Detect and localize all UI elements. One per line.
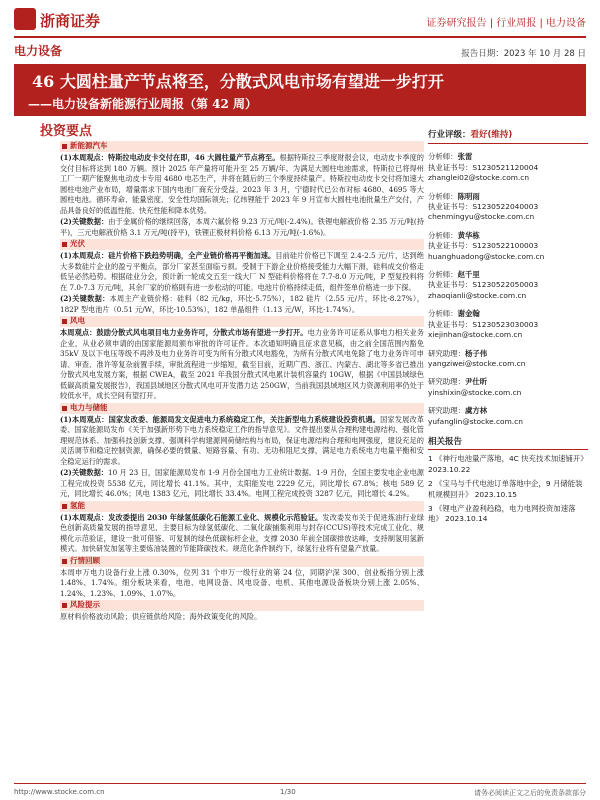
analyst-email[interactable]: huanghuadong@stocke.com.cn (428, 251, 545, 261)
header-divider (14, 36, 586, 38)
sidebar (428, 130, 588, 525)
paragraph: 本周申万电力设备行业上涨 0.30%，位列 31 个申万一级行业的第 24 位，同期沪深 300、创业板指分别上涨 1.48%、1.74%。细分板块来看，电池、电网设备、风电设备、电机、其他电源设备板块分别上涨 2.05%、1.24%、1.23%、1.09%、1.07%。 (60, 567, 424, 598)
assistant-card: 研究助理：虞方林 yufanglin@stocke.com.cn (428, 406, 588, 427)
analyst-card: 分析师：黄华栋 执业证书号：S1230522100003 huanghuadong@stocke.com.cn (428, 231, 588, 262)
analyst-email[interactable]: zhaoqianli@stocke.com.cn (428, 290, 527, 300)
analyst-card: 分析师：陈明雨 执业证书号：S1230522040003 chenmingyu@stocke.com.cn (428, 192, 588, 223)
analyst-email[interactable]: yinshixin@stocke.com.cn (428, 387, 522, 397)
section-wind (60, 316, 424, 402)
paragraph: (1)本周观点：发改委提出 2030 年绿氢低碳化石能源工业化、规模化示范验证。发改委发布关于促进炼油行业绿色创新高质量发展的指导意见，主要目标为绿氢低碳化、二氧化碳捕集利用与封存(CCUS)等技术完成工业化、规模化示范验证，建设一批可借鉴、可复制的绿色低碳标杆企业，支撑 2030 年前全国碳排放达峰，支持制氢用氢新模式。加快研发加氢等主要炼油装置的节能降碳技术。规范化条件制约下，绿氢行业将有望量产放量。 (60, 512, 424, 553)
section-heading: 电力与储能 (60, 403, 424, 414)
industry-rating (428, 130, 588, 144)
paragraph: (1)本周观点：特斯拉电动皮卡交付在即，46 大圆柱量产节点将至。根据特斯拉三季度财报会议，电动皮卡季度的交付目标将达到 180 万辆。预计 2025 年产量将可能升至 25 万辆/年。为满足大圆柱电池需求，特斯拉已将得州工厂一期产能聚焦电动皮卡专用 4680 电芯生产，并将在随后的三个季度持续量产。特斯拉电动皮卡交付将加速大圆柱电池产业布局，增量需求下国内电池厂商充分受益。2023 年 3 月，宁德时代已公布对标 4680、4695 等大圆柱电池。循环寿命、能量密度、安全性均国际领先；亿纬锂能于 2023 年 9 月宣布大圆柱电池批量生产交付，产品具备良好的低温性能、快充性能和降本优势。 (60, 153, 424, 215)
rating-label: 行业评级： (428, 130, 471, 140)
paragraph: (2)关键数据：由于金属价格的继续回落，本周六氟价格 9.23 万元/吨(-2.4%)。铁锂电解液价格 2.35 万元/吨(持平)，三元电解液价格 3.1 万元/吨(持平)，铁锂正极材料价格 6.13 万元/吨(-1.6%)。 (60, 217, 424, 237)
related-report-link[interactable]: 2 《宝马与千代电池订单落地中企，9 月储能装机规模回升》 2023.10.15 (428, 479, 583, 499)
assistant-card: 研究助理：尹仕昕 yinshixin@stocke.com.cn (428, 377, 588, 398)
company-logo-icon (14, 8, 36, 30)
section-nev (60, 141, 424, 238)
section-heading: 氢能 (60, 501, 424, 512)
report-title: 46 大圆柱量产节点将至，分散式风电市场有望进一步打开 (32, 72, 444, 91)
section-risk (60, 600, 424, 623)
paragraph: (2)关键数据：本周主产业链价格：硅料（82 元/kg，环比-5.75%），182 硅片（2.55 元/片，环比-8.27%），182P 型电池片（0.51 元/W，环比-10.53%），182 单晶组件（1.13 元/W，环比-1.74%）。 (60, 294, 424, 314)
main-content (60, 140, 424, 624)
paragraph: (2)关键数据：10 月 23 日，国家能源局发布 1-9 月份全国电力工业统计数据。1-9 月份，全国主要发电企业电源工程完成投资 5538 亿元，同比增长 41.1%。其中，太阳能发电 2229 亿元，同比增长 67.8%；核电 589 亿元，同比增长 46.0%；风电 1383 亿元，同比增长 33.4%。电网工程完成投资 3287 亿元，同比增长 4.2%。 (60, 468, 424, 498)
section-hydrogen (60, 501, 424, 555)
paragraph: (1)本周观点：国家发改委、能源局发文促进电力系统稳定工作，关注新型电力系统建设投资机遇。国家发展改革委、国家能源局发布《关于加强新形势下电力系统稳定工作的指导意见》。文件提出要从合理构建电源结构、强化管理规范体系、加强科技创新支撑、强调科学构建源网荷储结构与布局，保证电源结构合理和电网强度，建设充足的灵活调节和稳定控制资源，确保必要的惯量、短路容量、有功、无功和阻尼支撑，满足电力系统电力电量平衡和安全稳定运行的需求。 (60, 414, 424, 466)
report-tags: 证券研究报告 | 行业周报 | 电力设备 (426, 18, 586, 29)
related-report-link[interactable]: 1 《神行电池量产落地，4C 快充技术加速铺开》 2023.10.22 (428, 454, 588, 474)
section-power (60, 403, 424, 500)
report-date: 报告日期：2023 年 10 月 28 日 (461, 49, 586, 59)
section-pv (60, 239, 424, 315)
analyst-email[interactable]: zhanglei02@stocke.com.cn (428, 173, 530, 183)
related-reports-heading: 相关报告 (428, 437, 588, 450)
assistant-card: 研究助理：杨子伟 yangziwei@stocke.com.cn (428, 349, 588, 370)
footer-divider (14, 783, 586, 784)
paragraph: (1)本周观点：硅片价格下跌趋势明确，全产业链价格再平衡加速。目前硅片价格已下调至 2.4-2.5 元/片，达到绝大多数硅片企业的盈亏平衡点，部分厂家甚至面临亏损。受制于下游企业价格接受能力大幅下滑，硅料成交价格走低呈必然趋势。根据硅业分会，预计新一轮成交五至一线大厂 N 型硅料价格将在 7.7-8.0 万元/吨，P 型复投料将在 7.0-7.3 万元/吨，其余厂家的价格則有进一步松动的可能。电池片价格持续走低，组件签单价格进一步下探。 (60, 251, 424, 292)
section-heading: 风电 (60, 316, 424, 327)
analyst-card: 分析师：赵千里 执业证书号：S1230522050003 zhaoqianli@stocke.com.cn (428, 270, 588, 301)
analyst-email[interactable]: xiejinhan@stocke.com.cn (428, 330, 523, 340)
section-tag: 电力设备 (14, 44, 63, 58)
section-heading: 风险提示 (60, 600, 424, 611)
analyst-card: 分析师：张雷 执业证书号：S1230521120004 zhanglei02@stocke.com.cn (428, 152, 588, 183)
title-banner (14, 64, 586, 116)
rating-value: 看好(维持) (470, 130, 513, 140)
analyst-email[interactable]: yufanglin@stocke.com.cn (428, 416, 523, 426)
invest-heading: 投资要点 (40, 124, 93, 139)
report-subtitle: ——电力设备新能源行业周报（第 42 周） (28, 97, 258, 111)
section-heading: 光伏 (60, 239, 424, 250)
section-heading: 行情回顾 (60, 556, 424, 567)
section-market (60, 556, 424, 600)
paragraph: 本周观点：鼓励分散式风电项目电力业务许可，分散式市场有望进一步打开。电力业务许可证系从事电力相关业务企业，从业必须申请的由国家能源局颁布审批的许可证件。本次通知明确且征求意见稿，由之前全国范围内豁免 35kV 及以下电压等级不再涉及电力业务许可变为所有分散式风电豁免，为所有分散式风电免除了电力业务许可申请、审查、准许等复杂前置手续，审批流程进一步缩短，截至目前，近期广西、浙江、内蒙古、湖北等多省已推出分散式风电发展方案，根据 CWEA，截至 2021 年我国分散式风电累计装机容量约 10GW，根据《中国县域绿色低碳高质量发展报告》，我国县域地区分散式风电可开发潜力达 250GW，当前我国县域地区风力资源利用率仍处于较低水平，成长空间有望打开。 (60, 328, 424, 400)
paragraph: 原材料价格波动风险；供应链供给风险；海外政策变化的风险。 (60, 612, 262, 621)
disclaimer-notice: 请务必阅读正文之后的免责条款部分 (474, 789, 586, 797)
analyst-email[interactable]: yangziwei@stocke.com.cn (428, 358, 526, 368)
analyst-email[interactable]: chenmingyu@stocke.com.cn (428, 212, 535, 222)
footer-url[interactable]: http://www.stocke.com.cn (14, 788, 105, 796)
section-heading: 新能源汽车 (60, 141, 424, 152)
related-report-link[interactable]: 3 《锂电产业盈利趋稳，电力电网投资加速落地》 2023.10.14 (428, 503, 576, 524)
page-number: 1/30 (280, 788, 296, 796)
analyst-card: 分析师：谢金翰 执业证书号：S1230523030003 xiejinhan@stocke.com.cn (428, 309, 588, 340)
company-name: 浙商证券 (40, 12, 101, 30)
